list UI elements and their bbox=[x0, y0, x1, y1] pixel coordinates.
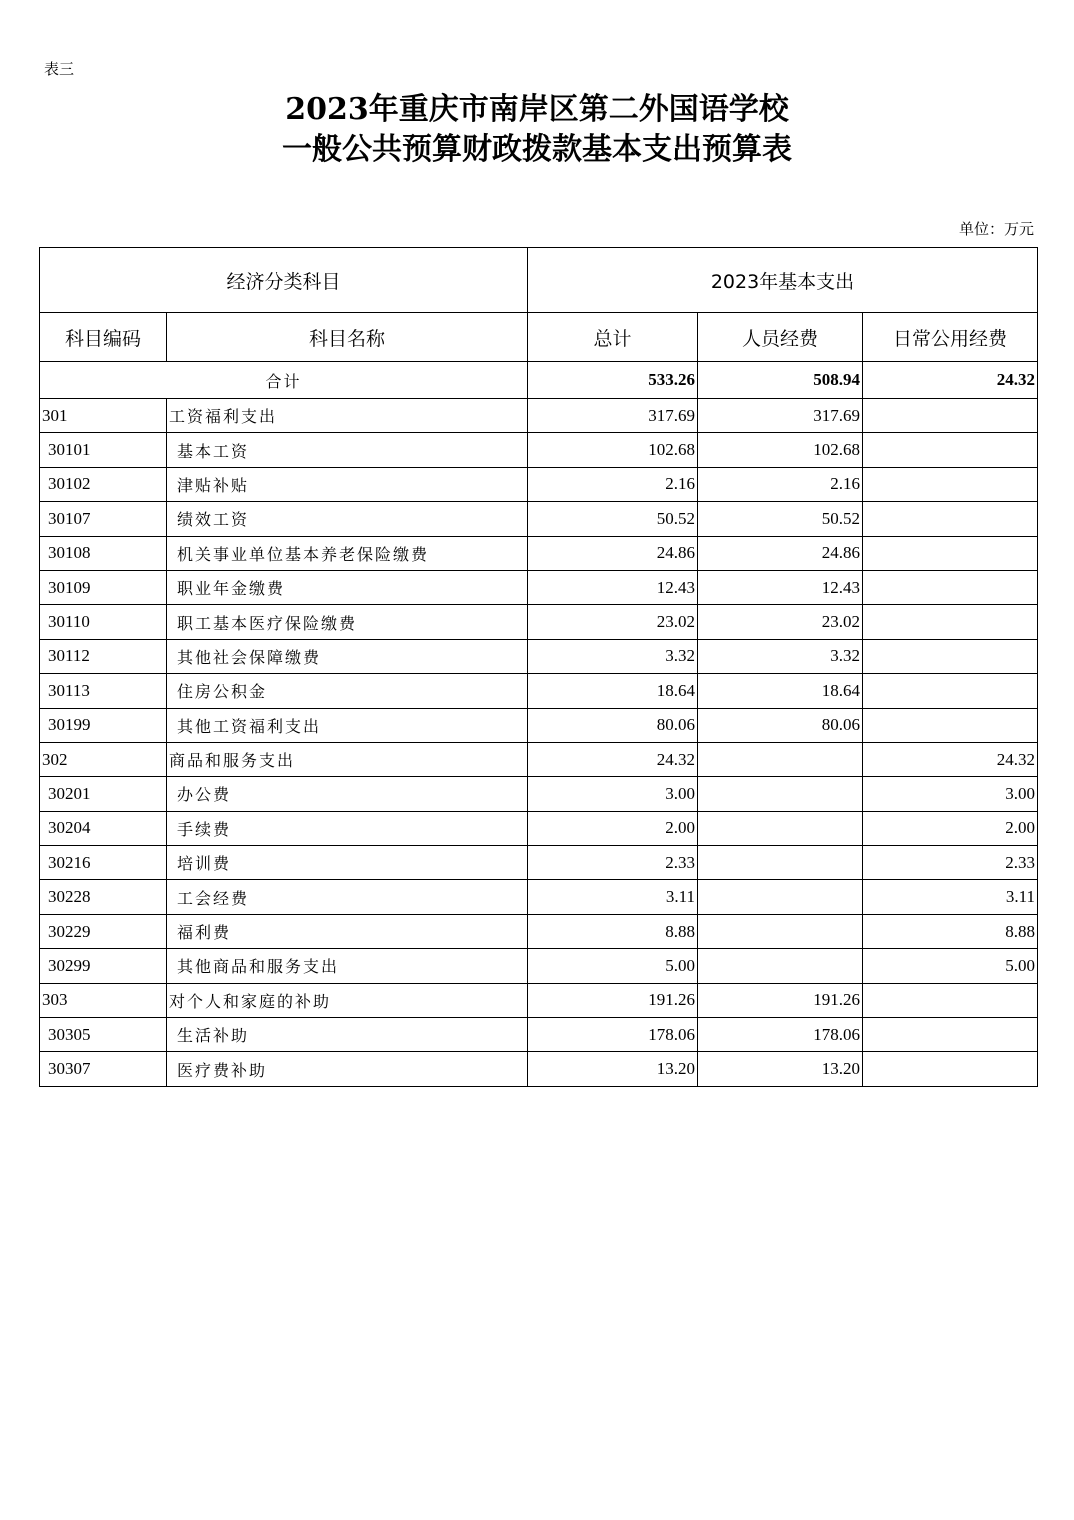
cell-name: 津贴补贴 bbox=[167, 467, 528, 501]
cell-public bbox=[863, 639, 1038, 673]
cell-name: 其他工资福利支出 bbox=[167, 708, 528, 742]
table-row bbox=[40, 846, 1038, 880]
cell-personnel bbox=[698, 949, 863, 983]
cell-personnel: 24.86 bbox=[698, 536, 863, 570]
cell-code: 30102 bbox=[40, 467, 167, 501]
table-row bbox=[40, 1052, 1038, 1086]
cell-personnel bbox=[698, 846, 863, 880]
table-row bbox=[40, 708, 1038, 742]
cell-total: 191.26 bbox=[528, 983, 698, 1017]
cell-name: 绩效工资 bbox=[167, 502, 528, 536]
table-row bbox=[40, 502, 1038, 536]
cell-personnel: 191.26 bbox=[698, 983, 863, 1017]
cell-name: 办公费 bbox=[167, 777, 528, 811]
cell-public: 3.11 bbox=[863, 880, 1038, 914]
cell-name: 福利费 bbox=[167, 914, 528, 948]
header-personnel: 人员经费 bbox=[698, 313, 863, 362]
page-title-line2: 一般公共预算财政拨款基本支出预算表 bbox=[282, 132, 792, 167]
cell-personnel: 18.64 bbox=[698, 674, 863, 708]
cell-total: 2.33 bbox=[528, 846, 698, 880]
cell-total: 317.69 bbox=[528, 399, 698, 433]
header-code: 科目编码 bbox=[40, 313, 167, 362]
budget-table bbox=[39, 247, 1038, 1087]
cell-code: 30299 bbox=[40, 949, 167, 983]
table-row bbox=[40, 949, 1038, 983]
cell-code: 30228 bbox=[40, 880, 167, 914]
cell-public bbox=[863, 570, 1038, 604]
cell-public bbox=[863, 983, 1038, 1017]
cell-name: 商品和服务支出 bbox=[167, 742, 528, 776]
cell-name: 对个人和家庭的补助 bbox=[167, 983, 528, 1017]
cell-public: 2.33 bbox=[863, 846, 1038, 880]
cell-code: 30108 bbox=[40, 536, 167, 570]
header-columns-row bbox=[40, 313, 1038, 362]
cell-public: 24.32 bbox=[863, 742, 1038, 776]
cell-code: 30216 bbox=[40, 846, 167, 880]
cell-code: 303 bbox=[40, 983, 167, 1017]
cell-public bbox=[863, 502, 1038, 536]
cell-code: 30307 bbox=[40, 1052, 167, 1086]
cell-public bbox=[863, 1052, 1038, 1086]
table-row bbox=[40, 639, 1038, 673]
table-row bbox=[40, 1018, 1038, 1052]
cell-total: 5.00 bbox=[528, 949, 698, 983]
table-row bbox=[40, 914, 1038, 948]
cell-public: 3.00 bbox=[863, 777, 1038, 811]
cell-code: 30109 bbox=[40, 570, 167, 604]
table-row bbox=[40, 811, 1038, 845]
cell-public: 2.00 bbox=[863, 811, 1038, 845]
cell-name: 职业年金缴费 bbox=[167, 570, 528, 604]
cell-name: 医疗费补助 bbox=[167, 1052, 528, 1086]
cell-total: 24.32 bbox=[528, 742, 698, 776]
unit-label: 单位：万元 bbox=[958, 220, 1034, 238]
cell-total: 2.16 bbox=[528, 467, 698, 501]
table-row bbox=[40, 605, 1038, 639]
cell-total: 13.20 bbox=[528, 1052, 698, 1086]
total-personnel: 508.94 bbox=[698, 362, 863, 399]
cell-total: 80.06 bbox=[528, 708, 698, 742]
cell-code: 30110 bbox=[40, 605, 167, 639]
cell-name: 职工基本医疗保险缴费 bbox=[167, 605, 528, 639]
cell-name: 工会经费 bbox=[167, 880, 528, 914]
table-row bbox=[40, 777, 1038, 811]
cell-personnel: 178.06 bbox=[698, 1018, 863, 1052]
header-name: 科目名称 bbox=[167, 313, 528, 362]
total-row bbox=[40, 362, 1038, 399]
cell-personnel: 13.20 bbox=[698, 1052, 863, 1086]
cell-personnel bbox=[698, 811, 863, 845]
cell-name: 生活补助 bbox=[167, 1018, 528, 1052]
cell-personnel: 102.68 bbox=[698, 433, 863, 467]
table-row bbox=[40, 433, 1038, 467]
cell-public: 5.00 bbox=[863, 949, 1038, 983]
cell-total: 178.06 bbox=[528, 1018, 698, 1052]
cell-personnel: 2.16 bbox=[698, 467, 863, 501]
cell-name: 基本工资 bbox=[167, 433, 528, 467]
cell-public bbox=[863, 467, 1038, 501]
cell-public bbox=[863, 399, 1038, 433]
cell-total: 102.68 bbox=[528, 433, 698, 467]
cell-total: 18.64 bbox=[528, 674, 698, 708]
cell-name: 机关事业单位基本养老保险缴费 bbox=[167, 536, 528, 570]
cell-public: 8.88 bbox=[863, 914, 1038, 948]
cell-name: 其他商品和服务支出 bbox=[167, 949, 528, 983]
cell-name: 培训费 bbox=[167, 846, 528, 880]
cell-code: 30107 bbox=[40, 502, 167, 536]
cell-total: 50.52 bbox=[528, 502, 698, 536]
total-label: 合计 bbox=[40, 362, 528, 399]
cell-personnel bbox=[698, 777, 863, 811]
cell-personnel: 80.06 bbox=[698, 708, 863, 742]
cell-total: 2.00 bbox=[528, 811, 698, 845]
total-sum: 533.26 bbox=[528, 362, 698, 399]
cell-personnel bbox=[698, 880, 863, 914]
cell-code: 30113 bbox=[40, 674, 167, 708]
total-public: 24.32 bbox=[863, 362, 1038, 399]
cell-public bbox=[863, 536, 1038, 570]
cell-personnel: 3.32 bbox=[698, 639, 863, 673]
header-group-row bbox=[40, 248, 1038, 313]
cell-name: 手续费 bbox=[167, 811, 528, 845]
table-row bbox=[40, 880, 1038, 914]
cell-code: 30101 bbox=[40, 433, 167, 467]
cell-public bbox=[863, 433, 1038, 467]
cell-code: 30229 bbox=[40, 914, 167, 948]
page-title-line1: 2023年重庆市南岸区第二外国语学校 bbox=[285, 92, 789, 127]
cell-total: 3.00 bbox=[528, 777, 698, 811]
cell-name: 工资福利支出 bbox=[167, 399, 528, 433]
table-row bbox=[40, 983, 1038, 1017]
cell-total: 24.86 bbox=[528, 536, 698, 570]
cell-code: 301 bbox=[40, 399, 167, 433]
table-row bbox=[40, 570, 1038, 604]
cell-personnel bbox=[698, 742, 863, 776]
table-row bbox=[40, 742, 1038, 776]
cell-personnel: 317.69 bbox=[698, 399, 863, 433]
table-row bbox=[40, 674, 1038, 708]
table-row bbox=[40, 467, 1038, 501]
cell-total: 3.32 bbox=[528, 639, 698, 673]
table-row bbox=[40, 399, 1038, 433]
cell-personnel: 12.43 bbox=[698, 570, 863, 604]
cell-personnel: 50.52 bbox=[698, 502, 863, 536]
document-label: 表三 bbox=[44, 60, 75, 78]
cell-public bbox=[863, 708, 1038, 742]
table-row bbox=[40, 536, 1038, 570]
cell-personnel: 23.02 bbox=[698, 605, 863, 639]
cell-code: 30305 bbox=[40, 1018, 167, 1052]
cell-total: 12.43 bbox=[528, 570, 698, 604]
header-economic-category: 经济分类科目 bbox=[40, 248, 528, 313]
cell-code: 30204 bbox=[40, 811, 167, 845]
cell-total: 3.11 bbox=[528, 880, 698, 914]
cell-code: 30201 bbox=[40, 777, 167, 811]
header-total: 总计 bbox=[528, 313, 698, 362]
header-basic-expenditure: 2023年基本支出 bbox=[528, 248, 1038, 313]
cell-total: 8.88 bbox=[528, 914, 698, 948]
cell-name: 住房公积金 bbox=[167, 674, 528, 708]
header-public: 日常公用经费 bbox=[863, 313, 1038, 362]
cell-personnel bbox=[698, 914, 863, 948]
cell-public bbox=[863, 605, 1038, 639]
cell-public bbox=[863, 674, 1038, 708]
cell-public bbox=[863, 1018, 1038, 1052]
cell-code: 302 bbox=[40, 742, 167, 776]
cell-name: 其他社会保障缴费 bbox=[167, 639, 528, 673]
cell-total: 23.02 bbox=[528, 605, 698, 639]
cell-code: 30112 bbox=[40, 639, 167, 673]
cell-code: 30199 bbox=[40, 708, 167, 742]
